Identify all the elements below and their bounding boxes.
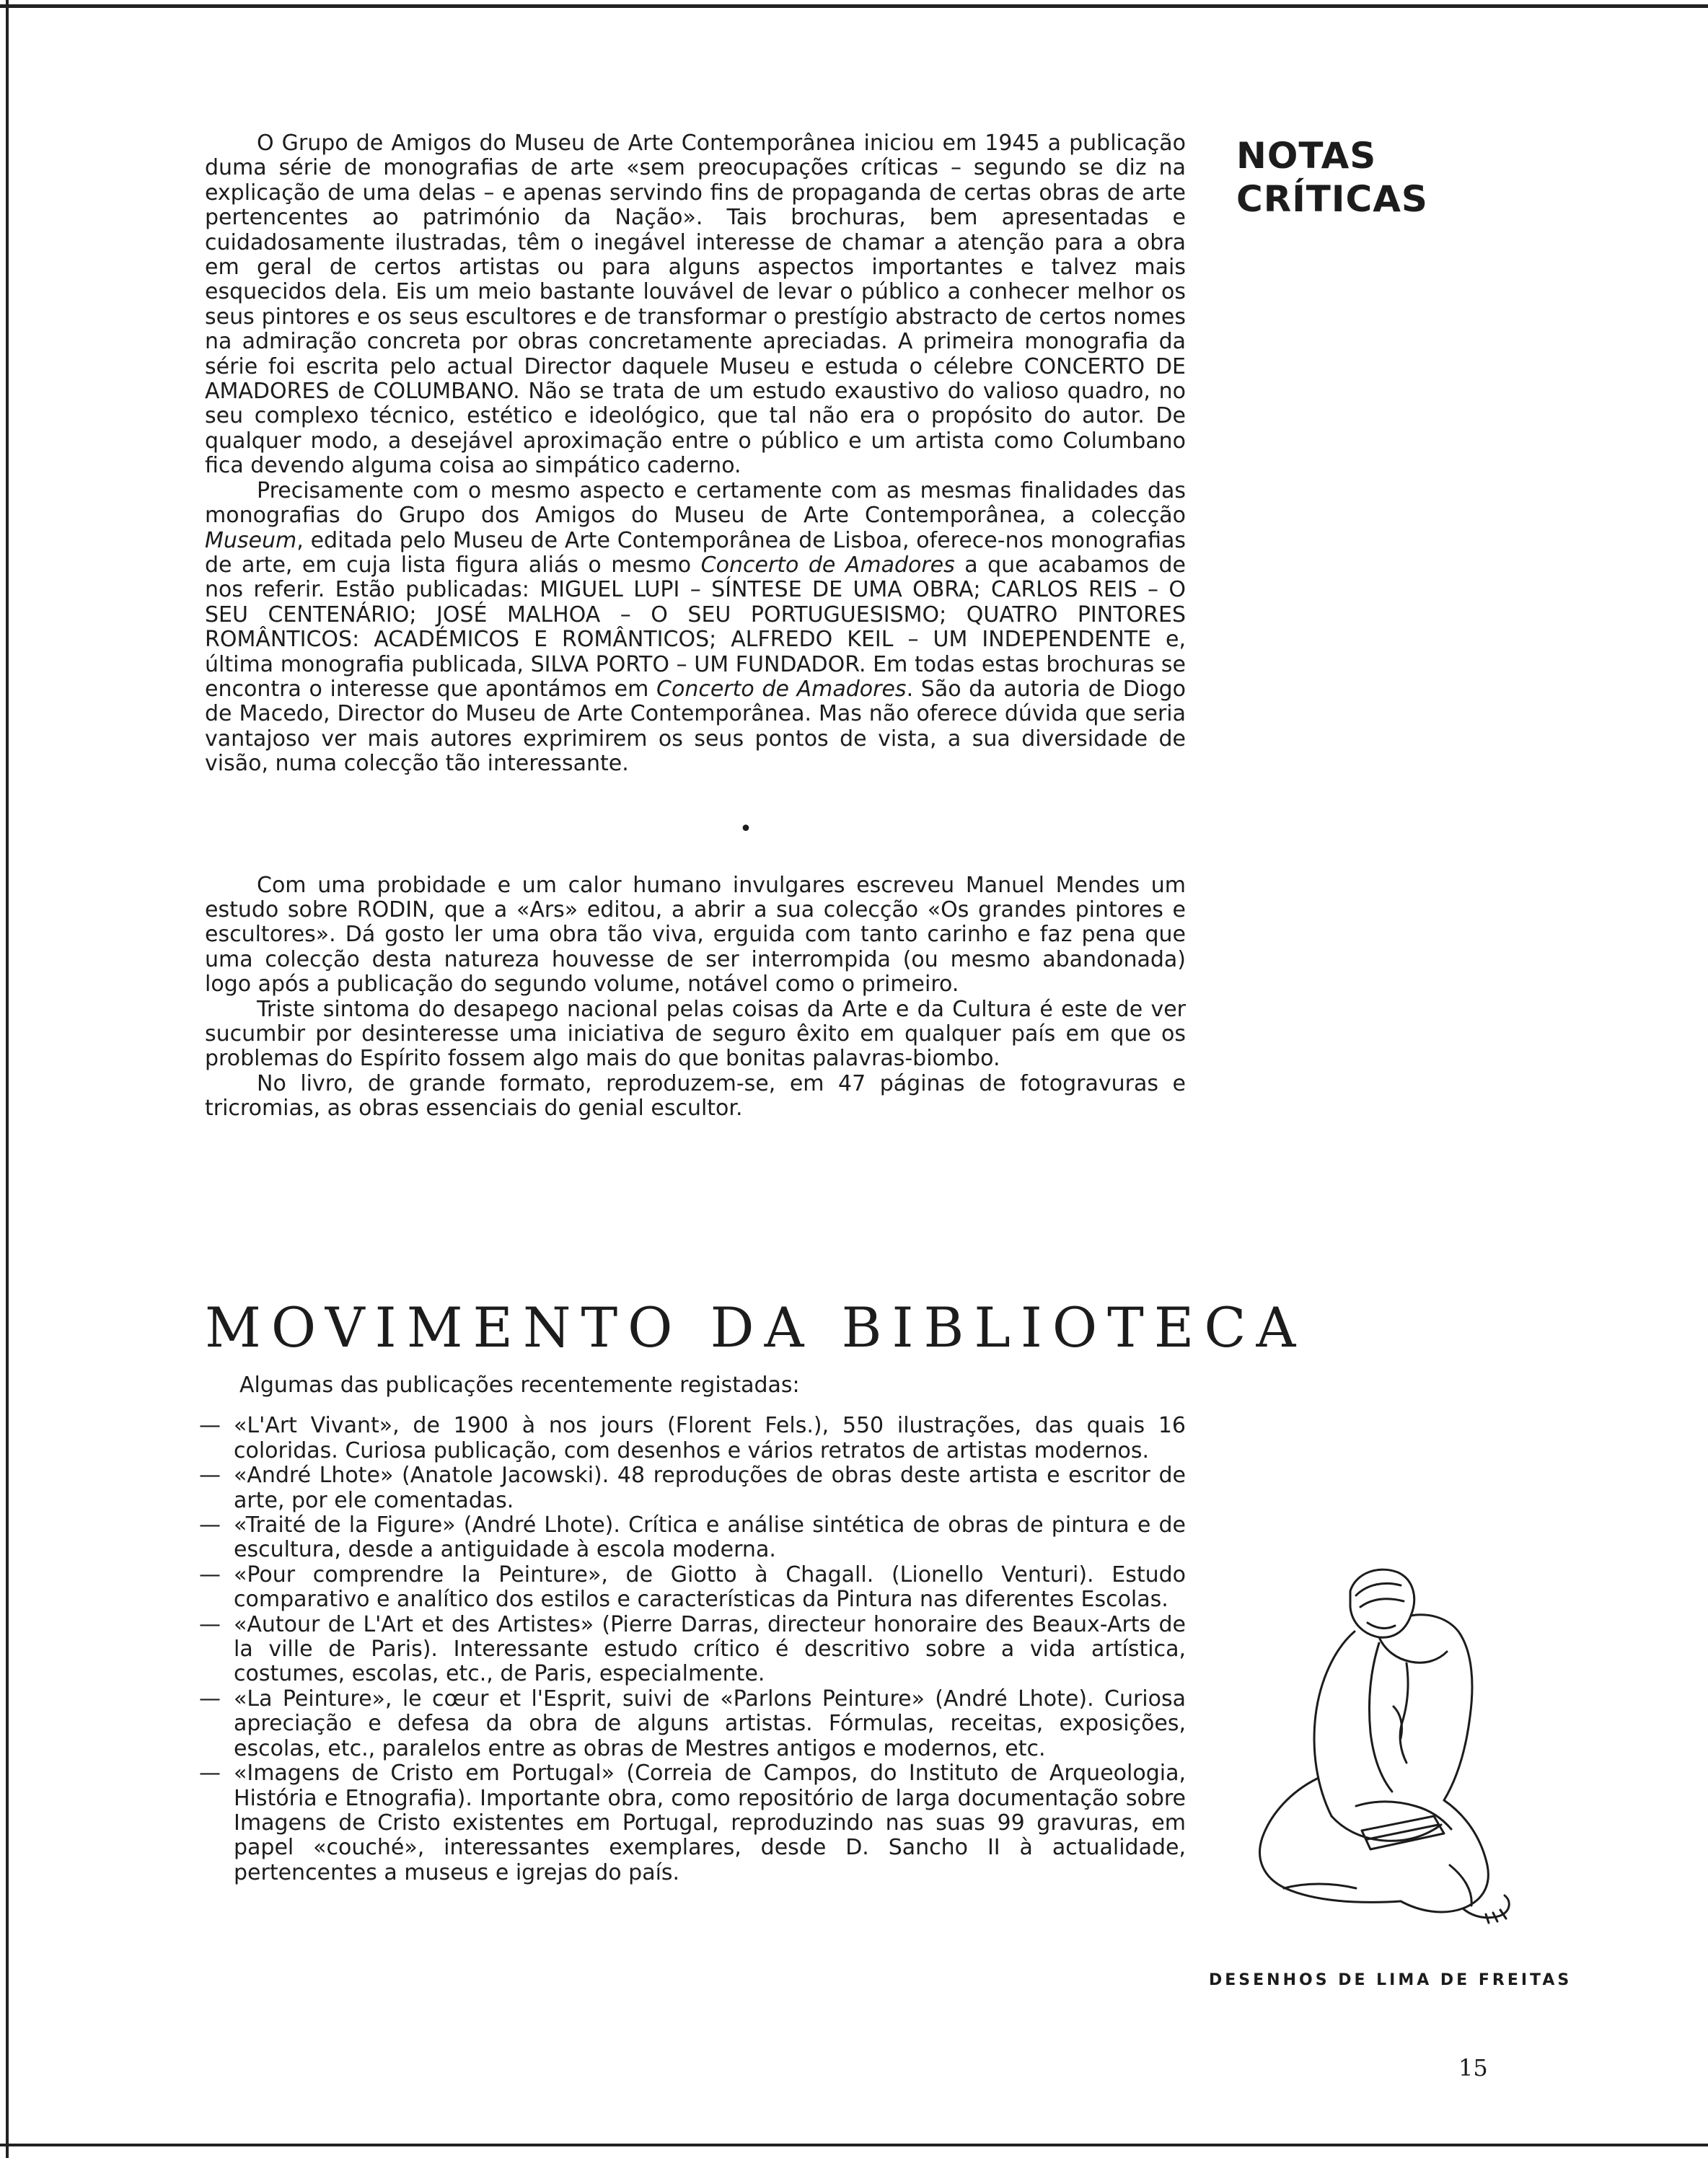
list-item [199, 1613, 1186, 1687]
illustration-caption: DESENHOS DE LIMA DE FREITAS [1209, 1971, 1572, 1989]
paragraph-rodin: Com uma probidade e um calor humano invulgares escreveu Manuel Mendes um estudo sobre RODIN, que a «Ars» editou, a abrir a sua colecção «Os grandes pintores e escultores». Dá gosto ler uma obra tão viva, erguida com tanto carinho e faz pena que uma colecção desta natureza houvesse de ser interrompida (ou mesmo abandonada) logo após a publicação do segundo volume, notável como o primeiro. [205, 872, 1186, 997]
section-title-notas-criticas: NOTAS CRÍTICAS [1236, 135, 1428, 220]
text-span: . São da autoria de Diogo de Macedo, Director do Museu de Arte Contemporânea. Mas não oferece dúvida que seria vantajoso ver mais autores exprimirem os seus pontos de vista, a sua diversidade de visão, numa colecção tão interessante. [205, 676, 1186, 777]
publication-list [199, 1414, 1186, 1885]
entry-text: «Autour de L'Art et des Artistes» (Pierre Darras, directeur honoraire des Beaux-Arts de la ville de Paris). Interessante estudo crítico é descritivo sobre a vida artística, costumes, escolas, etc., de Paris, especialmente. [234, 1611, 1186, 1687]
title-concerto-de-amadores: Concerto de Amadores [656, 676, 907, 702]
title-museum: Museum [205, 527, 297, 553]
dash-marker: — [199, 1686, 221, 1712]
page-border-bottom [0, 2144, 1708, 2146]
dash-marker: — [199, 1512, 221, 1538]
entry-text: «L'Art Vivant», de 1900 à nos jours (Florent Fels.), 550 ilustrações, das quais 16 coloridas. Curiosa publicação, com desenhos e vários retratos de artistas modernos. [234, 1413, 1186, 1463]
dash-marker: — [199, 1761, 221, 1787]
entry-text: «Pour comprendre la Peinture», de Giotto à Chagall. (Lionello Venturi). Estudo comparativo e analítico dos estilos e características da Pintura nas diferentes Escolas. [234, 1562, 1186, 1613]
entry-text: «Imagens de Cristo em Portugal» (Correia de Campos, do Instituto de Arqueologia, História e Etnografia). Importante obra, como repositório de larga documentação sobre Imagens de Cristo existentes em Portugal, reproduzindo nas suas 99 gravuras, em papel «couché», interessantes exemplares, desde D. Sancho II à actualidade, pertencentes a museus e igrejas do país. [234, 1761, 1186, 1885]
seated-figure-drawing [1190, 1562, 1572, 1937]
paragraph-livro-formato: No livro, de grande formato, reproduzem-se, em 47 páginas de fotogravuras e tricromias, as obras essenciais do genial escultor. [205, 1070, 1186, 1122]
page-number: 15 [1458, 2054, 1488, 2082]
entry-text: «La Peinture», le cœur et l'Esprit, suivi de «Parlons Peinture» (André Lhote). Curiosa apreciação e defesa da obra de alguns artistas. Fórmulas, receitas, exposições, escolas, etc., paralelos entre as obras de Mestres antigos e modernos, etc. [234, 1686, 1186, 1761]
biblioteca-body [199, 1373, 1186, 1885]
paragraph-grupo-amigos: O Grupo de Amigos do Museu de Arte Contemporânea iniciou em 1945 a publicação duma série de monografias de arte «sem preocupações críticas – segundo se diz na explicação de uma delas – e apenas servindo fins de propaganda de certas obras de arte pertencentes ao património da Nação». Tais brochuras, bem apresentadas e cuidadosamente ilustradas, têm o inegável interesse de chamar a atenção para a obra em geral de certos artistas ou para alguns aspectos importantes e talvez mais esquecidos dela. Eis um meio bastante louvável de levar o público a conhecer melhor os seus pintores e os seus escultores e de transformar o prestígio abstracto de certos nomes na admiração concreta por obras concretamente apreciadas. A primeira monografia da série foi escrita pelo actual Director daquele Museu e estuda o célebre CONCERTO DE AMADORES de COLUMBANO. Não se trata de um estudo exaustivo do valioso quadro, no seu complexo técnico, estético e ideológico, que tal não era o propósito do autor. De qualquer modo, a desejável aproximação entre o público e um artista como Columbano fica devendo alguma coisa ao simpático caderno. [205, 131, 1186, 479]
notas-criticas-body [205, 131, 1186, 1122]
text-span: Precisamente com o mesmo aspecto e certamente com as mesmas finalidades das monografias do Grupo dos Amigos do Museu de Arte Contemporânea, a colecção [205, 477, 1186, 529]
list-item [199, 1513, 1186, 1563]
list-item [199, 1687, 1186, 1761]
dash-marker: — [199, 1562, 221, 1587]
dash-marker: — [199, 1611, 221, 1637]
entry-text: «André Lhote» (Anatole Jacowski). 48 reproduções de obras deste artista e escritor de arte, por ele comentadas. [234, 1463, 1186, 1513]
dash-marker: — [199, 1463, 221, 1489]
paragraph-coleccao-museum [205, 479, 1186, 777]
biblioteca-intro: Algumas das publicações recentemente registadas: [239, 1373, 800, 1398]
list-item [199, 1563, 1186, 1613]
title-concerto-de-amadores: Concerto de Amadores [700, 552, 955, 578]
list-item [199, 1463, 1186, 1513]
section-title-movimento-biblioteca: MOVIMENTO DA BIBLIOTECA [205, 1295, 1306, 1360]
list-item [199, 1414, 1186, 1463]
paragraph-triste-sintoma: Triste sintoma do desapego nacional pelas coisas da Arte e da Cultura é este de ver sucumbir por desinteresse uma iniciativa de seguro êxito em qualquer país em que os problemas do Espírito fossem algo mais do que bonitas palavras-biombo. [205, 996, 1186, 1072]
list-item [199, 1761, 1186, 1885]
text-span: , editada pelo Museu de Arte Contemporânea de Lisboa, oferece-nos monografias de arte, em cuja lista figura aliás o mesmo [205, 527, 1186, 578]
dash-marker: — [199, 1413, 221, 1439]
page-border-top [0, 4, 1708, 8]
page-border-left [6, 0, 9, 2158]
entry-text: «Traité de la Figure» (André Lhote). Crítica e análise sintética de obras de pintura e de escultura, desde a antiguidade à escola moderna. [234, 1512, 1186, 1563]
text-span: a que acabamos de nos referir. Estão publicadas: MIGUEL LUPI – SÍNTESE DE UMA OBRA; CARLOS REIS – O SEU CENTENÁRIO; JOSÉ MALHOA – O SEU PORTUGUESISMO; QUATRO PINTORES ROMÂNTICOS: ACADÉMICOS E ROMÂNTICOS; ALFREDO KEIL – UM INDEPENDENTE e, última monografia publicada, SILVA PORTO – UM FUNDADOR. Em todas estas brochuras se encontra o interesse que apontámos em [205, 552, 1186, 702]
section-separator-bullet: • [739, 816, 752, 842]
